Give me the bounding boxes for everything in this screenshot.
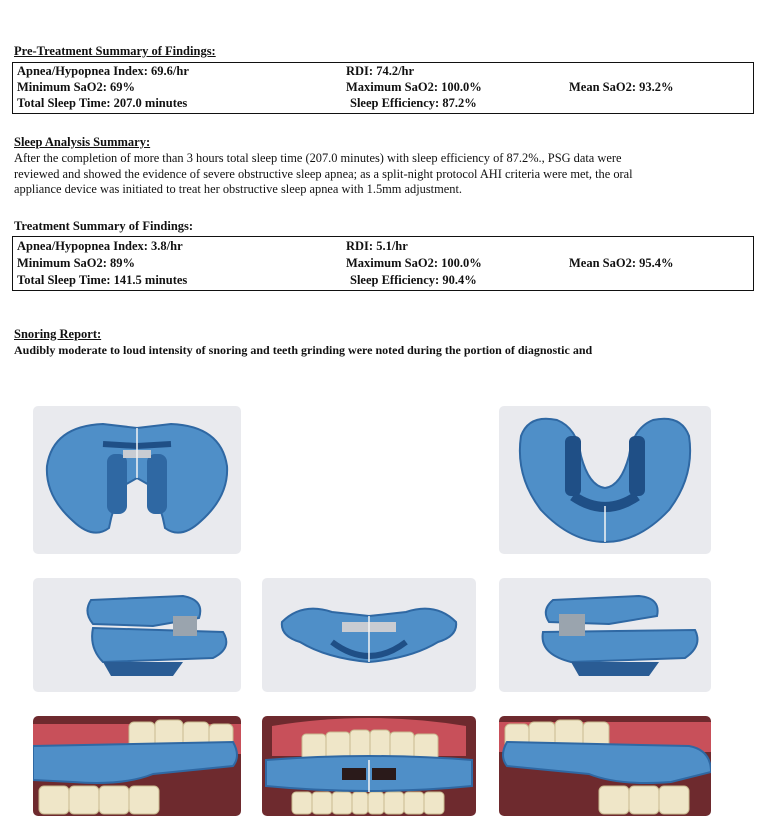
snoring-text: Audibly moderate to loud intensity of snoring and teeth grinding were noted during the portion of diagnostic and <box>14 343 593 357</box>
treatment-mean-sao2: Mean SaO2: 95.4% <box>569 256 674 270</box>
appliance-right-side-photo <box>33 578 241 692</box>
appliance-bottom-view-photo <box>499 406 711 554</box>
pre-min-sao2: Minimum SaO2: 69% <box>17 80 136 94</box>
pre-ahi: Apnea/Hypopnea Index: 69.6/hr <box>17 64 189 78</box>
analysis-line-1: After the completion of more than 3 hours total sleep time (207.0 minutes) with sleep efficiency of 87.2%., PSG data were <box>14 151 622 165</box>
snoring-title: Snoring Report: <box>14 327 102 341</box>
pre-sleep-efficiency: Sleep Efficiency: 87.2% <box>350 96 477 110</box>
pre-treatment-title: Pre-Treatment Summary of Findings: <box>14 44 216 58</box>
treatment-box <box>12 236 754 291</box>
analysis-paragraph <box>14 151 754 198</box>
appliance-top-view-photo <box>33 406 241 554</box>
treatment-rdi: RDI: 5.1/hr <box>346 239 408 253</box>
pre-max-sao2: Maximum SaO2: 100.0% <box>346 80 482 94</box>
treatment-title: Treatment Summary of Findings: <box>14 219 194 233</box>
appliance-left-side-photo <box>499 578 711 692</box>
pre-total-sleep-time: Total Sleep Time: 207.0 minutes <box>17 96 188 110</box>
treatment-ahi: Apnea/Hypopnea Index: 3.8/hr <box>17 239 183 253</box>
pre-mean-sao2: Mean SaO2: 93.2% <box>569 80 674 94</box>
analysis-title: Sleep Analysis Summary: <box>14 135 151 149</box>
intraoral-front-photo <box>262 716 476 816</box>
treatment-sleep-efficiency: Sleep Efficiency: 90.4% <box>350 273 477 287</box>
intraoral-right-photo <box>33 716 241 816</box>
treatment-total-sleep-time: Total Sleep Time: 141.5 minutes <box>17 273 188 287</box>
treatment-min-sao2: Minimum SaO2: 89% <box>17 256 136 270</box>
analysis-line-3: appliance device was initiated to treat her obstructive sleep apnea with 1.5mm adjustment. <box>14 182 462 196</box>
treatment-max-sao2: Maximum SaO2: 100.0% <box>346 256 482 270</box>
intraoral-left-photo <box>499 716 711 816</box>
appliance-front-view-photo <box>262 578 476 692</box>
analysis-line-2: reviewed and showed the evidence of severe obstructive sleep apnea; as a split-night protocol AHI criteria were met, the oral <box>14 166 633 181</box>
pre-treatment-box <box>12 62 754 114</box>
pre-rdi: RDI: 74.2/hr <box>346 64 415 78</box>
